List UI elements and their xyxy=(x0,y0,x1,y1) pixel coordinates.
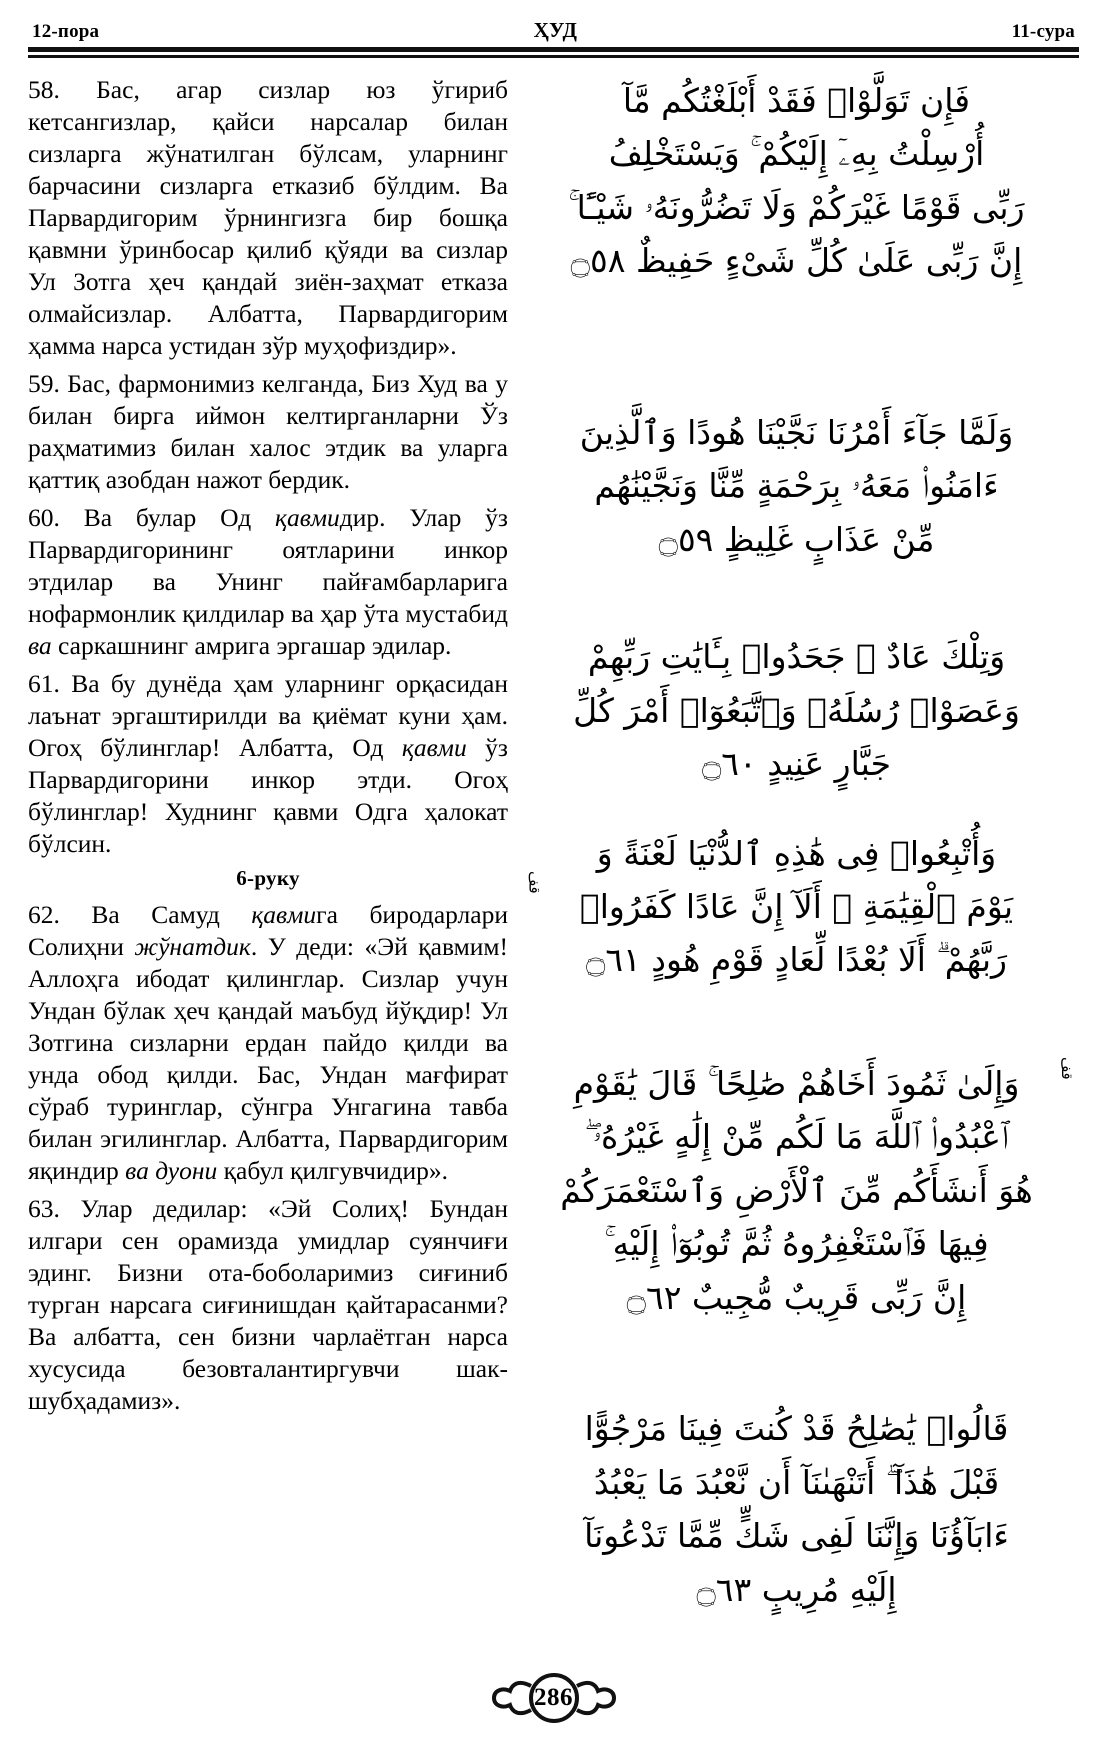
verse-paragraph-58 xyxy=(28,74,508,362)
ayah-62-line-1: وَإِلَىٰ ثَمُودَ أَخَاهُمْ صَٰلِحًا ۚ قَالَ يَٰقَوْمِ xyxy=(573,1063,1020,1103)
ayah-block-59 xyxy=(524,406,1069,566)
running-head xyxy=(28,18,1079,47)
ayah-63-line-2: قَبْلَ هَٰذَآ ۖ أَتَنْهَىٰنَآ أَن نَّعْبُدَ مَا يَعْبُدُ xyxy=(593,1462,1000,1502)
verse-60-text-b: дир. Улар ўз Парвардигорининг оятларини инкор этдилар ва Унинг пайғамбарларига нофармонлик қилдилар ва ҳар ўта мустабид xyxy=(28,503,508,628)
verse-62-italic-va-duoni: ва дуони xyxy=(125,1156,218,1185)
ayah-59-line-3: مِّنْ عَذَابٍ غَلِيظٍ ۝٥٩ xyxy=(658,519,935,559)
verse-61-text-b: ўз Парвардигорини инкор этди. Огоҳ бўлинглар! Худнинг қавми Одга ҳалокат бўлсин. xyxy=(28,733,508,858)
ayah-spacer xyxy=(524,987,1069,1057)
verse-paragraph-62 xyxy=(28,899,508,1187)
ayah-58-line-1: فَإِن تَوَلَّوْا۟ فَقَدْ أَبْلَغْتُكُم مَّآ xyxy=(622,81,971,120)
verse-59-text: 59. Бас, фармонимиз келганда, Биз Худ ва у билан бирга иймон келтирганларни Ўз раҳматимиз билан халос этдик ва уларга қаттиқ азобдан нажот бердик. xyxy=(28,369,508,494)
ayah-spacer xyxy=(524,288,1069,406)
ayah-59-line-1: وَلَمَّا جَآءَ أَمْرُنَا نَجَّيْنَا هُودًا وَٱلَّذِينَ xyxy=(579,412,1014,452)
juz-label: 12-пора xyxy=(32,21,100,42)
ayah-58-line-2: أُرْسِلْتُ بِهِۦٓ إِلَيْكُمْ ۚ وَيَسْتَخْلِفُ xyxy=(608,134,985,174)
verse-paragraph-61 xyxy=(28,668,508,860)
ayah-62-line-4: فِيهَا فَٱسْتَغْفِرُوهُ ثُمَّ تُوبُوٓا۟ إِلَيْهِ ۚ xyxy=(604,1224,989,1264)
verse-61-italic-qavmi: қавми xyxy=(401,733,467,762)
page-number: 286 xyxy=(534,1684,573,1711)
ayah-61-line-1: وَأُتْبِعُوا۟ فِى هَٰذِهِ ٱلدُّنْيَا لَعْنَةً وَ xyxy=(596,833,997,873)
verse-61-text-a: 61. Ва бу дунёда ҳам уларнинг орқасидан лаънат эргаштирилди ва қиёмат куни ҳам. Огоҳ бўлинглар! Албатта, Од xyxy=(28,669,508,762)
page-columns xyxy=(28,74,1079,1634)
verse-62-italic-qavmi: қавми xyxy=(251,900,317,929)
waqf-mark-icon: قف xyxy=(525,870,544,894)
verse-60-italic-va: ва xyxy=(28,631,52,660)
ayah-63-line-1: قَالُوا۟ يَٰصَٰلِحُ قَدْ كُنتَ فِينَا مَرْجُوًّا xyxy=(584,1409,1009,1449)
verse-60-text-c: саркашнинг амрига эргашар эдилар. xyxy=(51,631,452,660)
verse-62-text-a: 62. Ва Самуд xyxy=(28,900,252,929)
ayah-62-line-5: إِنَّ رَبِّى قَرِيبٌ مُّجِيبٌ ۝٦٢ xyxy=(626,1277,967,1317)
ayah-59-line-2: ءَامَنُوا۟ مَعَهُۥ بِرَحْمَةٍ مِّنَّا وَنَجَّيْنَٰهُم xyxy=(594,466,999,506)
ruku-section-header: 6-руку xyxy=(236,866,300,890)
verse-paragraph-60 xyxy=(28,502,508,662)
verse-paragraph-63 xyxy=(28,1193,508,1417)
ayah-58-line-4: إِنَّ رَبِّى عَلَىٰ كُلِّ شَىْءٍ حَفِيظٌ ۝٥٨ xyxy=(570,241,1023,281)
verse-62-text-c: . У деди: «Эй қавмим! Аллоҳга ибодат қилинглар. Сизлар учун Ундан бўлак ҳеч қандай маъбуд йўқдир! Ул Зотгина сизларни ердан пайдо қилди ва унда обод қилди. Бас, Ундан мағфират сўраб туринглар, сўнгра Унгагина тавба билан эгилинглар. Албатта, Парвардигорим яқиндир xyxy=(28,932,508,1185)
page-footer xyxy=(0,1671,1107,1725)
ayah-63-line-3: ءَابَآؤُنَا وَإِنَّنَا لَفِى شَكٍّ مِّمَّا تَدْعُونَآ xyxy=(584,1516,1009,1556)
verse-paragraph-59 xyxy=(28,368,508,496)
surah-title: ҲУД xyxy=(533,18,578,42)
ayah-61-line-3: رَبَّهُمْ ۗ أَلَا بُعْدًا لِّعَادٍ قَوْمِ هُودٍ ۝٦١ xyxy=(586,940,1007,980)
verse-62-italic-junatdik: жўнатдик xyxy=(134,932,251,961)
ayah-63-line-4: إِلَيْهِ مُرِيبٍ ۝٦٣ xyxy=(696,1569,897,1609)
verse-60-italic-qavmi: қавми xyxy=(275,503,340,532)
ayah-block-58 xyxy=(524,74,1069,288)
ayah-60-line-1: وَتِلْكَ عَادٌ ۖ جَحَدُوا۟ بِـَٔايَٰتِ رَبِّهِمْ xyxy=(587,637,1006,677)
header-divider xyxy=(28,47,1079,58)
surah-label: 11-сура xyxy=(1011,21,1075,42)
verse-58-text: 58. Бас, агар сизлар юз ўгириб кетсангизлар, қайси нарсалар билан сизларга жўнатилган бўлсам, уларнинг барчасини сизларга етказиб бўлдим. Ва Парвардигорим ўрнингизга бир бошқа қавмни ўринбосар қилиб қўяди ва сизлар Ул Зотга ҳеч қандай зиён-заҳмат етказа олмайсизлар. Албатта, Парвардигорим ҳамма нарса устидан зўр муҳофиздир». xyxy=(28,75,508,360)
ayah-block-62 xyxy=(524,1056,1076,1324)
ayah-60-line-2: وَعَصَوْا۟ رُسُلَهُۥ وَٱتَّبَعُوٓا۟ أَمْرَ كُلِّ xyxy=(573,690,1020,730)
verse-63-text: 63. Улар дедилар: «Эй Солиҳ! Бундан илгари сен орамизда умидлар суянчиғи эдинг. Бизни ота-боболаримиз сиғиниб турган нарсага сиғинишдан қайтарасанми? Ва албатта, сен бизни чарлаётган нарса хусусида безовталантиргувчи шак-шубҳадамиз». xyxy=(28,1194,508,1415)
waqf-mark-icon: قف xyxy=(1058,1056,1076,1080)
verse-62-text-b: га биродарлари Солиҳни xyxy=(28,900,508,961)
uzbek-translation-column xyxy=(28,74,508,1421)
ayah-spacer xyxy=(524,566,1069,630)
ayah-block-61 xyxy=(524,827,1069,987)
ayah-58-line-3: رَبِّى قَوْمًا غَيْرَكُمْ وَلَا تَضُرُّونَهُۥ شَيْـًٔا ۚ xyxy=(568,187,1025,227)
folio-cartouche xyxy=(488,1671,620,1725)
ayah-61-line-2: يَوْمَ ٱلْقِيَٰمَةِ ۗ أَلَآ إِنَّ عَادًا كَفَرُوا۟ xyxy=(579,886,1014,926)
ayah-spacer xyxy=(524,791,1069,827)
arabic-text-column xyxy=(524,74,1076,1616)
ayah-block-63 xyxy=(524,1402,1069,1616)
ayah-spacer xyxy=(524,1324,1069,1402)
ayah-62-line-3: هُوَ أَنشَأَكُم مِّنَ ٱلْأَرْضِ وَٱسْتَعْمَرَكُمْ xyxy=(560,1170,1033,1210)
ayah-60-line-3: جَبَّارٍ عَنِيدٍ ۝٦٠ xyxy=(701,744,892,784)
ayah-62-line-2: ٱعْبُدُوا۟ ٱللَّهَ مَا لَكُم مِّنْ إِلَٰهٍ غَيْرُهُۥ ۖ xyxy=(584,1117,1009,1157)
verse-60-text-a: 60. Ва булар Од xyxy=(28,503,276,532)
verse-62-text-d: қабул қилгувчидир». xyxy=(217,1156,449,1185)
ayah-block-60 xyxy=(524,630,1069,790)
